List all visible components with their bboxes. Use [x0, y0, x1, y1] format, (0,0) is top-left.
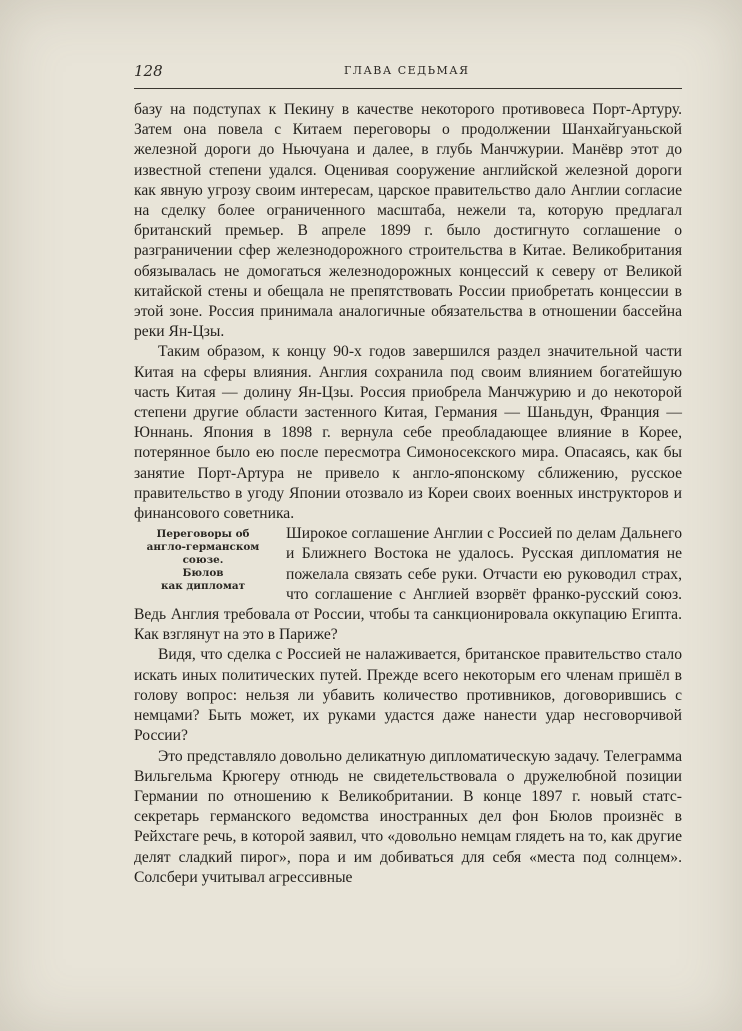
page-number: 128	[134, 62, 163, 80]
page-header	[134, 62, 682, 84]
sidenote-block	[134, 524, 682, 645]
body-text	[134, 100, 682, 888]
paragraph: Таким образом, к концу 90-х годов завершился раздел значительной части Китая на сферы влияния. Англия сохранила под своим влиянием богатейшую часть Китая — долину Ян-Цзы. Россия приобрела Манчжурию и до некоторой степени другие области застенного Китая, Германия — Шаньдун, Франция — Юннань. Япония в 1898 г. вернула себе преобладающее влияние в Корее, потерянное было ею после пересмотра Симоносекского мира. Опасаясь, как бы занятие Порт-Артура не привело к англо-японскому сближению, русское правительство в угоду Японии отозвало из Кореи своих военных инструкторов и финансового советника.	[134, 343, 682, 523]
margin-note-line: союзе.	[182, 554, 224, 567]
margin-note-line: как дипломат	[160, 580, 246, 593]
margin-note-line: Переговоры об	[156, 528, 250, 541]
paragraph: Это представляло довольно деликатную дипломатическую задачу. Телеграмма Вильгельма Крюгеру отнюдь не свидетельствовала о дружелюбной позиции Германии по отношению к Великобритании. В конце 1897 г. новый статс-секретарь германского ведомства иностранных дел фон Бюлов произнёс в Рейхстаге речь, в которой заявил, что «довольно немцам глядеть на то, как другие делят сладкий пирог», пора и им добиваться для себя «места под солнцем». Солсбери учитывал агрессивные	[134, 747, 682, 886]
paragraph: базу на подступах к Пекину в качестве некоторого противовеса Порт-Артуру. Затем она повела с Китаем переговоры о продолжении Шанхайгуаньской железной дороги до Ньючуана и далее, в глубь Манчжурии. Манёвр этот до известной степени удался. Оценивая сооружение английской железной дороги как явную угрозу своим интересам, царское правительство дало Англии согласие на сделку более ограниченного масштаба, нежели та, которую предлагал британский премьер. В апреле 1899 г. было достигнуто соглашение о разграничении сфер железнодорожного строительства в Китае. Великобритания обязывалась не домогаться железнодорожных концессий к северу от Великой китайской стены и обещала не препятствовать России приобретать концессии в этой зоне. Россия принимала аналогичные обязательства в отношении бассейна реки Ян-Цзы.	[134, 101, 682, 341]
paragraph: Видя, что сделка с Россией не налаживается, британское правительство стало искать иных политических путей. Прежде всего некоторым его членам пришёл в голову вопрос: нельзя ли убавить количество противников, договорившись с немцами? Быть может, их руками удастся даже нанести удар несговорчивой России?	[134, 646, 682, 745]
margin-note-line: англо-германском	[146, 541, 260, 554]
margin-note-line: Бюлов	[182, 567, 224, 580]
margin-note	[128, 528, 278, 593]
paragraph: Широкое соглашение Англии с Россией по делам Дальнего и Ближнего Востока не удалось. Русская дипломатия не пожелала связать себе руки. Отчасти ею руководил страх, что соглашение с Англией взорвёт франко-русский союз. Ведь Англия требовала от России, чтобы та санкционировала оккупацию Египта. Как взглянут на это в Париже?	[134, 525, 682, 644]
running-head: ГЛАВА СЕДЬМАЯ	[344, 64, 470, 77]
header-rule	[134, 88, 682, 89]
